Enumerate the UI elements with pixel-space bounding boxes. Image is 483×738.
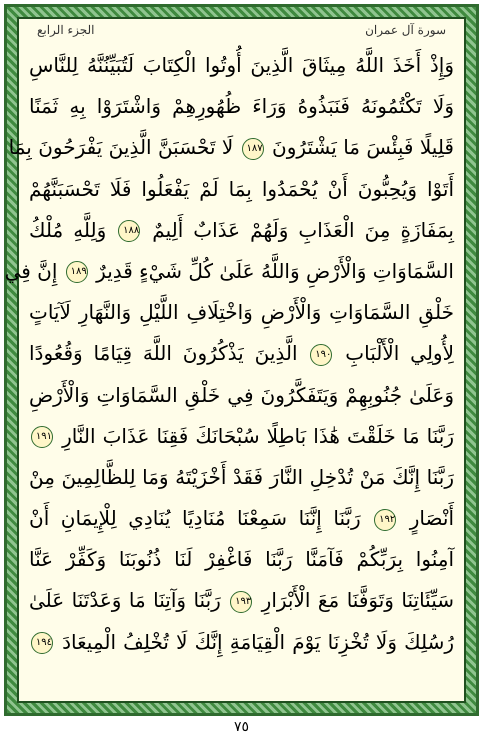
ornamental-border [4, 4, 479, 716]
text-line: خَلْقِ السَّمَاوَاتِ وَالْأَرْضِ وَاخْتِلَافِ اللَّيْلِ وَالنَّهَارِ لَآيَاتٍ [29, 300, 454, 325]
text-line: بِمَفَازَةٍ مِنَ الْعَذَابِ وَلَهُمْ عَذَابٌ أَلِيمٌ ١٨٨ وَلِلَّهِ مُلْكُ [29, 217, 454, 242]
text-line: آمِنُوا بِرَبِّكُمْ فَآمَنَّا رَبَّنَا فَاغْفِرْ لَنَا ذُنُوبَنَا وَكَفِّرْ عَنَّا [29, 547, 454, 572]
page-number: ٧٥ [233, 719, 250, 735]
ayah-number-marker: ١٩٠ [310, 344, 332, 366]
page-footer [0, 716, 483, 738]
text-line: أَتَوْا وَيُحِبُّونَ أَنْ يُحْمَدُوا بِمَا لَمْ يَفْعَلُوا فَلَا تَحْسَبَنَّهُمْ [29, 176, 454, 201]
surah-label: سورة آل عمران [365, 23, 446, 37]
ayah-number-marker: ١٩٢ [374, 509, 396, 531]
text-line: رَبَّنَا إِنَّكَ مَنْ تُدْخِلِ النَّارَ فَقَدْ أَخْزَيْتَهُ وَمَا لِلظَّالِمِينَ مِنْ [29, 464, 454, 489]
text-line: قَلِيلًا فَبِئْسَ مَا يَشْتَرُونَ ١٨٧ لَا تَحْسَبَنَّ الَّذِينَ يَفْرَحُونَ بِمَا [8, 135, 454, 160]
page-panel [4, 17, 466, 703]
text-line: وَلَا تَكْتُمُونَهُ فَنَبَذُوهُ وَرَاءَ ظُهُورِهِمْ وَاشْتَرَوْا بِهِ ثَمَنًا [29, 94, 454, 119]
text-line: وَعَلَىٰ جُنُوبِهِمْ وَيَتَفَكَّرُونَ فِي خَلْقِ السَّمَاوَاتِ وَالْأَرْضِ [29, 382, 454, 407]
ayah-number-marker: ١٨٧ [242, 138, 264, 160]
ayah-number-marker: ١٩٤ [31, 632, 53, 654]
text-line: سَيِّئَاتِنَا وَتَوَفَّنَا مَعَ الْأَبْرَارِ ١٩٣ رَبَّنَا وَآتِنَا مَا وَعَدْتَنَا عَلَىٰ [29, 588, 454, 613]
text-line: أَنْصَارٍ ١٩٢ رَبَّنَا إِنَّنَا سَمِعْنَا مُنَادِيًا يُنَادِي لِلْإِيمَانِ أَنْ [29, 506, 454, 531]
text-line: لِأُولِي الْأَلْبَابِ ١٩٠ الَّذِينَ يَذْكُرُونَ اللَّهَ قِيَامًا وَقُعُودًا [29, 341, 454, 366]
text-line: رَبَّنَا مَا خَلَقْتَ هَٰذَا بَاطِلًا سُبْحَانَكَ فَقِنَا عَذَابَ النَّارِ ١٩١ [29, 416, 454, 457]
quran-text-block [4, 45, 454, 693]
page-header [19, 19, 464, 41]
ayah-number-marker: ١٨٨ [118, 220, 140, 242]
text-line: السَّمَاوَاتِ وَالْأَرْضِ وَاللَّهُ عَلَىٰ كُلِّ شَيْءٍ قَدِيرٌ ١٨٩ إِنَّ فِي [4, 258, 454, 283]
text-line: رُسُلِكَ وَلَا تُخْزِنَا يَوْمَ الْقِيَامَةِ إِنَّكَ لَا تُخْلِفُ الْمِيعَادَ ١٩٤ [29, 622, 454, 663]
ayah-number-marker: ١٩١ [31, 426, 53, 448]
ayah-number-marker: ١٨٩ [66, 261, 88, 283]
ayah-number-marker: ١٩٣ [230, 591, 252, 613]
text-line: وَإِذْ أَخَذَ اللَّهُ مِيثَاقَ الَّذِينَ أُوتُوا الْكِتَابَ لَتُبَيِّنُنَّهُ لِلنَّاسِ [29, 53, 454, 77]
juz-label: الجزء الرابع [37, 23, 95, 37]
